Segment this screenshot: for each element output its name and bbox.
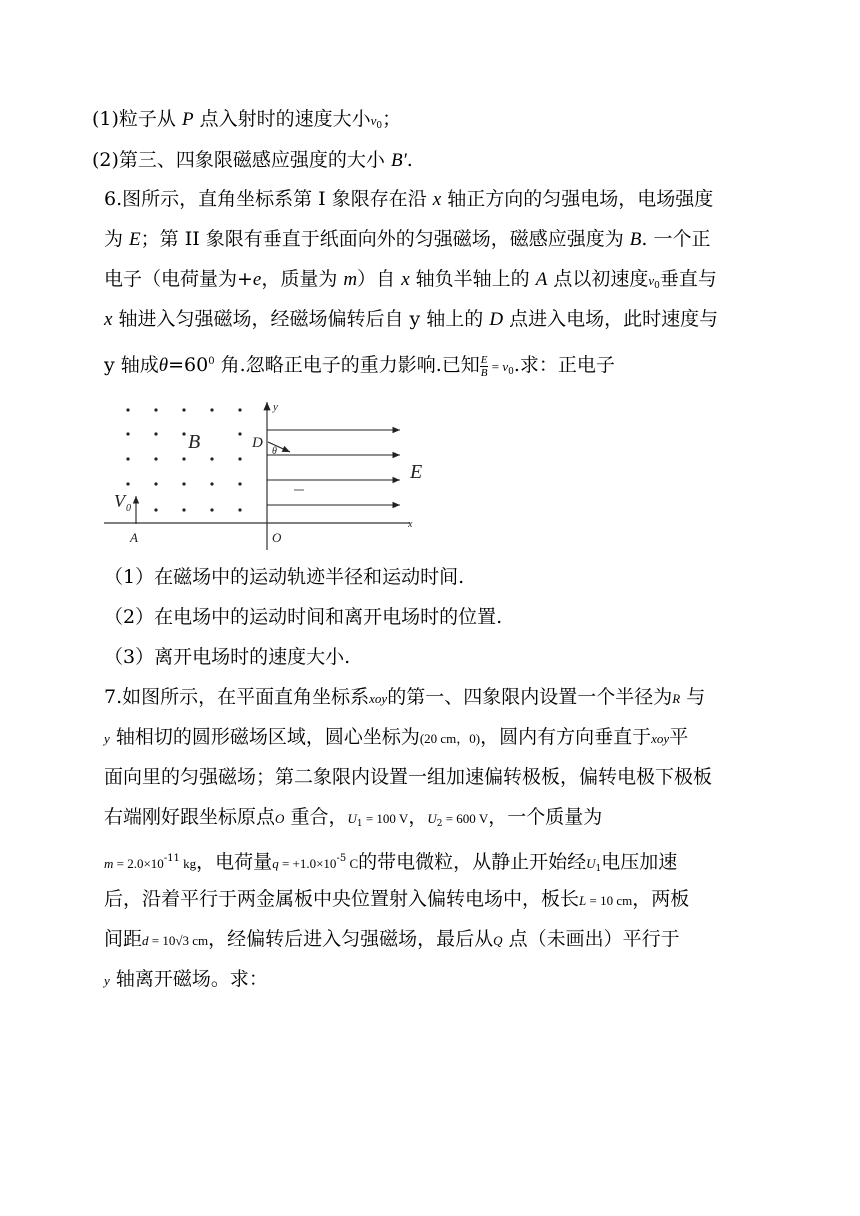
label-x: x [408, 519, 413, 530]
magnetic-field-dots [126, 408, 241, 511]
label-theta: θ [272, 446, 277, 457]
label-d: D [252, 435, 263, 451]
q7-line-6: 后，沿着平行于两金属板中央位置射入偏转电场中，板长L = 10 cm，两板 [104, 888, 690, 910]
label-b: B [188, 431, 201, 453]
field-diagram [100, 392, 423, 552]
q6-sub-2: （2）在电场中的运动时间和离开电场时的位置. [104, 606, 503, 628]
q7-line-1: 7.如图所示，在平面直角坐标系xoy的第一、四象限内设置一个半径为R 与 [104, 686, 706, 708]
q6-line-1: 6.图所示，直角坐标系第 I 象限存在沿 x 轴正方向的匀强电场，电场强度 [104, 188, 714, 210]
label-v: V [114, 491, 125, 511]
q6-line-4: x 轴进入匀强磁场，经磁场偏转后自 y 轴上的 D 点进入电场，此时速度与 [104, 308, 719, 330]
q5-item-1: (1)粒子从 P 点入射时的速度大小$v_0$； [92, 108, 402, 131]
e-over-b-fraction: $\frac{E}{B}$ [480, 353, 488, 379]
q7-line-3: 面向里的匀强磁场；第二象限内设置一组加速偏转极板，偏转电极下极板 [104, 766, 713, 788]
q6-line-2: 为 E；第 II 象限有垂直于纸面向外的匀强磁场，磁感应强度为 B. 一个正 [104, 228, 711, 250]
q6-line-3: 电子（电荷量为+e，质量为 m）自 x 轴负半轴上的 A 点以初速度$v_0$垂直与 [104, 268, 717, 291]
q7-line-7: 间距d = 10√3 cm，经偏转后进入匀强磁场，最后从Q 点（未画出）平行于 [104, 928, 680, 950]
label-e: E [410, 461, 423, 483]
q6-line-5: y 轴成$\theta=60^0$ 角.忽略正电子的重力影响.已知 $\frac{E}{B}$ = $v_0$.求：正电子 [104, 353, 615, 379]
q7-line-2: y 轴相切的圆形磁场区域，圆心坐标为(20 cm，0)，圆内有方向垂直于xoy平 [104, 726, 689, 748]
q6-sub-3: （3）离开电场时的速度大小. [104, 646, 351, 668]
electric-field-lines [267, 430, 400, 505]
label-y: y [273, 401, 278, 413]
label-v-sub: 0 [126, 503, 131, 514]
q7-line-8: y 轴离开磁场。求： [104, 968, 268, 990]
q7-line-5: $m = 2.0\times 10^{-11}$ kg，电荷量$q = +1.0\times 10^{-5}$ C的带电微粒，从静止开始经$U_1$电压加速 [104, 851, 678, 874]
q6-sub-1: （1）在磁场中的运动轨迹半径和运动时间. [104, 566, 465, 588]
label-a: A [130, 530, 138, 545]
q7-line-4: 右端刚好跟坐标原点O 重合，$U_1 = 100$ V，$U_2 = 600$ V，一个质量为 [104, 806, 603, 829]
label-o: O [272, 530, 282, 545]
q5-item-2: (2)第三、四象限磁感应强度的大小 B′. [92, 149, 413, 171]
